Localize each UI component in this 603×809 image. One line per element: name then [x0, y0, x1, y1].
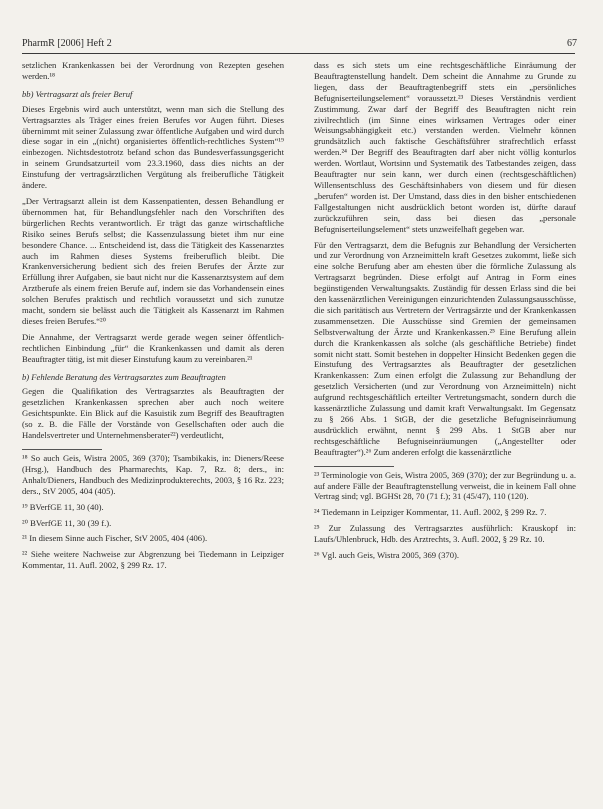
footnote: ¹⁹ BVerfGE 11, 30 (40).: [22, 501, 104, 512]
footnote: ²² Siehe weitere Nachweise zur Abgrenzung bei Tiedemann in Leipziger Kommentar, 11. Aufl. 2002, § 299 Rz. 17.: [22, 549, 284, 571]
footnote: ¹⁸ So auch Geis, Wistra 2005, 369 (370); Tsambikakis, in: Dieners/Reese (Hrsg.), Handbuch des Pharmarechts, Kap. 7, Rz. 8; ders., in: Anhalt/Dieners, Handbuch des Medizinprodukterechts, 2003, § 16 Rz. 223; ders., StV 2005, 404 (405).: [22, 453, 284, 496]
footnote: ²¹ In diesem Sinne auch Fischer, StV 2005, 404 (406).: [22, 533, 208, 544]
block-quote: „Der Vertragsarzt allein ist dem Kassenpatienten, dessen Behandlung er übernommen hat, für Behandlungsfehler nach den Vorschriften des bürgerlichen Rechts verantwortlich. Er trägt das ganze wirtschaftliche Risiko seines Berufs selbst; die Kassenzulassung bietet ihm nur eine besondere Chance. ... Entscheidend ist, dass die Tätigkeit des Kassenarztes auch im Rahmen dieses Systems freiberuflich bleibt. Die Krankenversicherung bedient sich des freien Berufes der Ärzte zur Erfüllung ihrer Aufgaben, sie baut nicht nur die Kassenarztsystem auf dem Arztberufe als einem freien Berufe auf, indem sie das Vorhandensein eines solchen Berufes praktisch und rechtlich voraussetzt und sich zunutze macht, sondern sie belässt auch die Tätigkeit als Kassenarzt im Rahmen dieses freien Berufes.“²⁰: [22, 195, 284, 326]
right-column: [314, 60, 576, 566]
body-paragraph: Gegen die Qualifikation des Vertragsarztes als Beauftragten der gesetzlichen Krankenkassen sprechen aber auch noch weitere Gesichtspunkte. Ein Blick auf die Kasuistik zum Begriff des Beauftragten (so z. B. die Fälle der Vorstände von Gesellschaften oder auch die Handelsvertreter und Unternehmensberater²²) verdeutlicht,: [22, 386, 284, 441]
footnote: ²⁰ BVerfGE 11, 30 (39 f.).: [22, 517, 112, 528]
body-paragraph: setzlichen Krankenkassen bei der Verordnung von Rezepten gesehen werden.¹⁸: [22, 60, 284, 81]
section-heading: b) Fehlende Beratung des Vertragsarztes zum Beauftragten: [22, 371, 226, 382]
left-column: [22, 60, 284, 576]
footnote-rule: [22, 449, 102, 450]
section-heading: bb) Vertragsarzt als freier Beruf: [22, 88, 133, 99]
header-rule: [22, 53, 575, 54]
page-header: [22, 38, 577, 49]
body-paragraph: Dieses Ergebnis wird auch unterstützt, wenn man sich die Stellung des Vertragsarztes als Träger eines freien Berufes vor Augen führt. Dieses übernimmt mit seiner Zulassung zwar öffentliche Aufgaben und wird durch diese sogar in ein „(nicht) organisiertes öffentlich-rechtliches System“¹⁹ einbezogen. Nichtsdestotrotz befand schon das Bundesverfassungsgericht in seinem Grundsatzurteil vom 23.3.1960, dass dies nichts an der Einstufung der vertragsärztlichen Vergütung als freiberufliche Tätigkeit ändere.: [22, 103, 284, 191]
footnote: ²⁶ Vgl. auch Geis, Wistra 2005, 369 (370).: [314, 550, 460, 561]
body-paragraph: dass es sich stets um eine rechtsgeschäftliche Einräumung der Beauftragtenstellung handelt. Dem scheint die Annahme zu Grunde zu liegen, dass der Beauftragtenbegriff stets ein „persönliches Befugniserteilungselement“ voraussetzt.²³ Dieses Verständnis verdient Zustimmung. Zwar darf der Begriff des Beauftragten nicht rein zivilrechtlich (im Sinne eines wirksamen Vertrages oder einer Weisungsabhängigkeit etc.) verstanden werden. Vielmehr können grundsätzlich auch faktische Geschäftsführer strafrechtlich erfasst werden.²⁴ Der Begriff des Beauftragten darf aber nicht völlig konturlos werden. Wortlaut, Wortsinn und Systematik des Tatbestandes zeigen, dass Beauftragter nur sein kann, wer durch einen (rechtsgeschäftlichen) Willensentschluss des Geschäftsinhabers von diesem und für diesen „berufen“ worden ist. Der Umstand, dass dies in den bisher entschiedenen Fallgestaltungen nicht ausdrücklich betont worden ist, dürfte darauf zurückzuführen sein, dass bei diesen das „personale Befugniserteilungselement“ stets unzweifelhaft gegeben war.: [314, 60, 576, 234]
body-paragraph: Die Annahme, der Vertragsarzt werde gerade wegen seiner öffentlich-rechtlichen Einbindung „für“ die Krankenkassen und damit als deren Beauftragter tätig, ist mit dieser Einstufung kaum zu vereinbaren.²¹: [22, 331, 284, 364]
body-paragraph: Für den Vertragsarzt, dem die Befugnis zur Behandlung der Versicherten und zur Verordnung von Arzneimitteln kraft Gesetzes zukommt, ließe sich eine solche Berufung aber am ehesten über die förmliche Zulassung als Vertragsarzt begründen. Diese erfolgt auf Antrag in Form eines begünstigenden Verwaltungsakts. Zuständig für dessen Erlass sind die bei den kassenärztlichen Vereinigungen einzurichtenden Zulassungsausschüsse, die sich paritätisch aus Vertretern der Vertragsärzte und der Krankenkassen zusammensetzen. Die Ausschüsse sind Gremien der gemeinsamen Selbstverwaltung der Ärzte und Krankenkassen.²⁵ Eine Berufung allein durch die Krankenkassen als solche (als geschäftliche Betriebe) findet somit nicht statt. Somit bestehen in doppelter Hinsicht Bedenken gegen die Einstufung des Vertragsarztes als Beauftragter der gesetzlichen Krankenkassen: Zum einen erfolgt die Zulassung zur Behandlung der gesetzlich Versicherten (und zur Verordnung von Arzneimitteln) nicht aufgrund rechtsgeschäftlich erteilter Vertretungsmacht, sondern durch die kassenärztliche Zulassung und damit kraft Verwaltungsakt. Im Gegensatz zu § 266 Abs. 1 StGB, der die gesetzliche Befugniseinräumung ausdrücklich erwähnt, nennt § 299 Abs. 1 StGB aber nur rechtsgeschäftliche Befugniseinräumungen („Angestellter oder Beauftragter“).²⁶ Zum anderen erfolgt die kassenärztliche: [314, 239, 576, 457]
footnote-rule: [314, 466, 394, 467]
footnote: ²⁵ Zur Zulassung des Vertragsarztes ausführlich: Krauskopf in: Laufs/Uhlenbruck, Hdb. des Arztrechts, 3. Aufl. 2002, § 29 Rz. 10.: [314, 523, 576, 545]
page-number: 67: [567, 38, 577, 49]
footnote: ²³ Terminologie von Geis, Wistra 2005, 369 (370); der zur Begründung u. a. auf andere Fälle der Beauftragtenstellung verweist, die in keinem Fall ohne Vertrag sind; vgl. BGHSt 28, 70 (71 f.); 31 (45/47), 110 (120).: [314, 469, 576, 502]
journal-title: PharmR [2006] Heft 2: [22, 38, 112, 49]
footnote: ²⁴ Tiedemann in Leipziger Kommentar, 11. Aufl. 2002, § 299 Rz. 7.: [314, 507, 547, 518]
